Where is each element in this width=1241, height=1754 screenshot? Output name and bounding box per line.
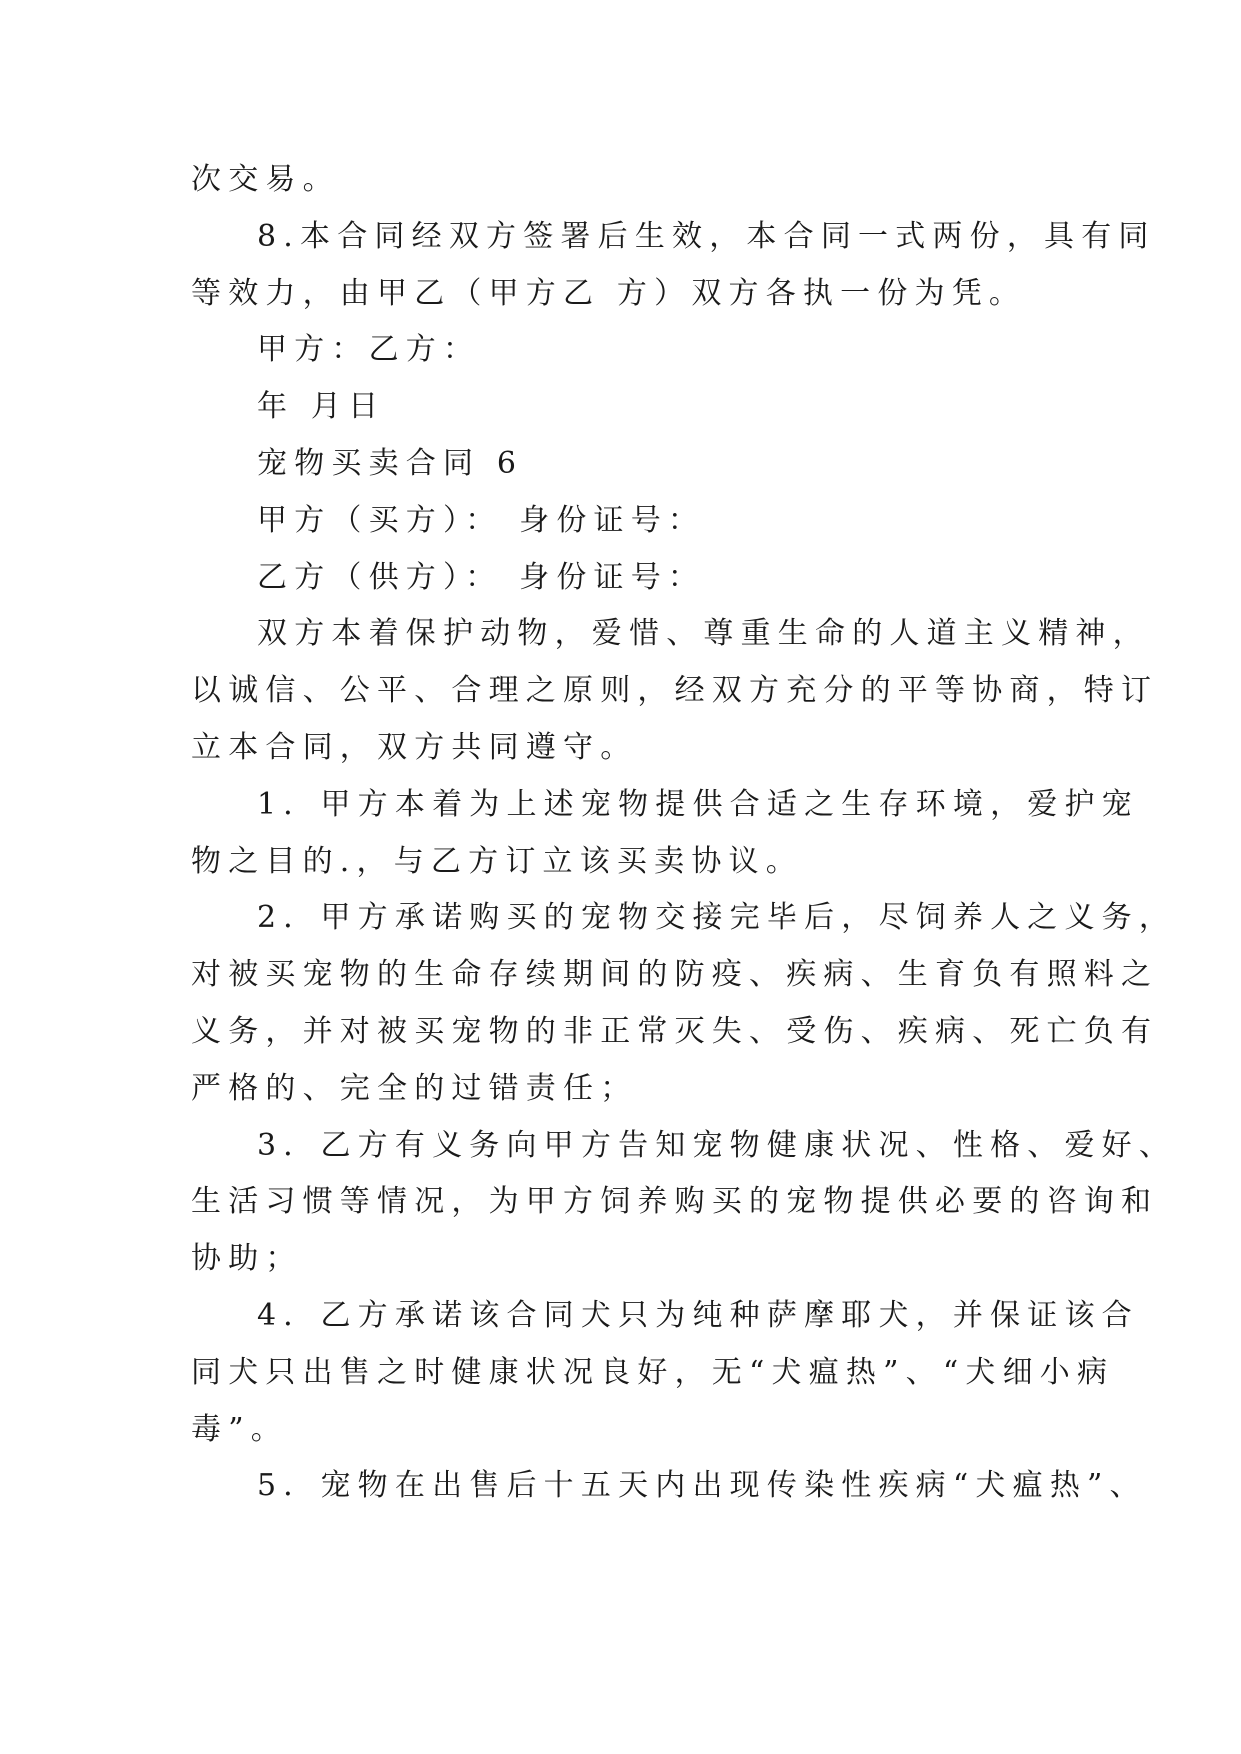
party-a-line: 甲方（买方）： 身份证号： — [257, 502, 706, 538]
text-line: 立本合同，双方共同遵守。 — [191, 729, 638, 765]
text-line: 严格的、完全的过错责任； — [191, 1070, 638, 1106]
contract-title: 宠物买卖合同 6 — [257, 445, 524, 481]
clause-4: 4．乙方承诺该合同犬只为纯种萨摩耶犬，并保证该合 — [257, 1297, 1139, 1333]
clause-3: 3．乙方有义务向甲方告知宠物健康状况、性格、爱好、 — [257, 1127, 1177, 1163]
text-line: 等效力，由甲乙（甲方乙 方）双方各执一份为凭。 — [191, 275, 1027, 311]
clause-5: 5．宠物在出售后十五天内出现传染性疾病“犬瘟热”、 — [257, 1468, 1147, 1504]
date-line: 年 月日 — [257, 389, 386, 425]
text-line: 以诚信、公平、合理之原则，经双方充分的平等协商，特订 — [191, 673, 1159, 709]
document-body — [191, 152, 1177, 1515]
clause-1: 1．甲方本着为上述宠物提供合适之生存环境，爱护宠 — [257, 786, 1139, 822]
text-line: 对被买宠物的生命存续期间的防疫、疾病、生育负有照料之 — [191, 957, 1159, 993]
signature-line: 甲方：乙方： — [257, 332, 481, 368]
text-line: 8.本合同经双方签署后生效，本合同一式两份，具有同 — [257, 218, 1156, 254]
text-line: 协助； — [191, 1241, 303, 1277]
text-line: 义务，并对被买宠物的非正常灭失、受伤、疾病、死亡负有 — [191, 1013, 1159, 1049]
text-line: 同犬只出售之时健康状况良好，无“犬瘟热”、“犬细小病 — [191, 1354, 1115, 1390]
text-line: 生活习惯等情况，为甲方饲养购买的宠物提供必要的咨询和 — [191, 1184, 1159, 1220]
text-line: 毒”。 — [191, 1411, 288, 1447]
party-b-line: 乙方（供方）： 身份证号： — [257, 559, 706, 595]
text-line: 双方本着保护动物，爱惜、尊重生命的人道主义精神， — [257, 616, 1150, 652]
text-line: 物之目的.，与乙方订立该买卖协议。 — [191, 843, 803, 879]
clause-2: 2．甲方承诺购买的宠物交接完毕后，尽饲养人之义务， — [257, 900, 1177, 936]
text-line: 次交易。 — [191, 162, 340, 197]
